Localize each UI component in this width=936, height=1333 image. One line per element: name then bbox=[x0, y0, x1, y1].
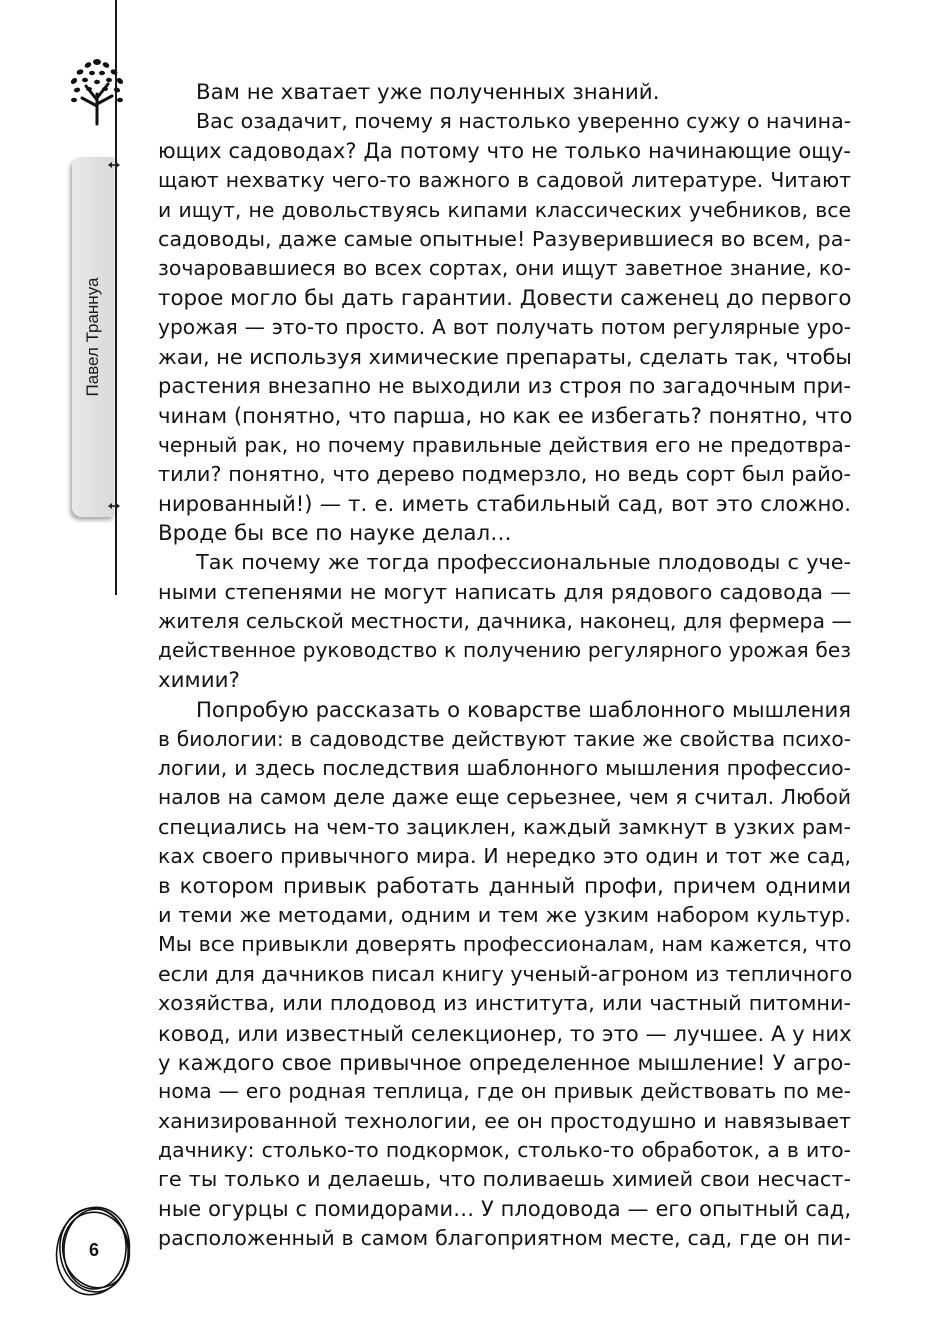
text-line: логии, и здесь последствия шаблонного мышления профессио- bbox=[158, 755, 851, 780]
page-number: 6 bbox=[88, 1239, 99, 1260]
text-line: ющих садоводах? Да потому что не только начинающие ощу- bbox=[158, 138, 851, 163]
text-line: в биологии: в садоводстве действуют такие же свойства психо- bbox=[158, 726, 851, 751]
tree-icon bbox=[68, 56, 126, 126]
text-line: Вас озадачит, почему я настолько уверенно сужу о начина- bbox=[196, 109, 852, 134]
text-line: щают нехватку чего-то важного в садовой литературе. Читают bbox=[158, 168, 851, 193]
text-line: Попробую рассказать о коварстве шаблонного мышления bbox=[196, 697, 851, 723]
text-line: ные огурцы с помидорами… У плодовода — его опытный сад, bbox=[158, 1196, 851, 1221]
text-line: хозяйства, или плодовод из института, или частный питомни- bbox=[158, 991, 851, 1016]
text-line: ге ты только и делаешь, что поливаешь химией свои несчаст- bbox=[158, 1167, 851, 1192]
text-line: нома — его родная теплица, где он привык действовать по ме- bbox=[158, 1079, 851, 1104]
text-line: действенное руководство к получению регулярного урожая без bbox=[158, 638, 851, 663]
text-line: если для дачников писал книгу ученый-агроном из тепличного bbox=[158, 961, 853, 986]
text-line: жаи, не используя химические препараты, сделать так, чтобы bbox=[158, 344, 852, 369]
text-line: специались на чем-то зациклен, каждый замкнут в узких рам- bbox=[158, 814, 851, 839]
text-line: и ищут, не довольствуясь кипами классических учебников, все bbox=[158, 197, 851, 222]
tab-marker-top-icon bbox=[107, 161, 121, 169]
text-line: растения внезапно не выходили из строя по загадочным при- bbox=[158, 373, 851, 398]
tab-marker-bottom-icon bbox=[107, 502, 121, 510]
text-line: налов на самом деле даже еще серьезнее, чем я считал. Любой bbox=[158, 785, 851, 810]
text-line: дачнику: столько-то подкормок, столько-то обработок, а в ито- bbox=[158, 1138, 851, 1163]
text-line: зочаровавшиеся во всех сортах, они ищут заветное знание, ко- bbox=[158, 256, 851, 281]
body-text bbox=[158, 78, 851, 1254]
text-line: ханизированной технологии, ее он простодушно и навязывает bbox=[158, 1108, 851, 1133]
text-line: садоводы, даже самые опытные! Разуверившиеся во всем, ра- bbox=[158, 226, 851, 251]
text-line: урожая — это-то просто. А вот получать потом регулярные уро- bbox=[158, 315, 851, 340]
text-line: и теми же методами, одним и тем же узким набором культур. bbox=[158, 902, 851, 927]
page-number-badge bbox=[52, 1198, 136, 1302]
text-line: химии? bbox=[158, 667, 240, 693]
text-line: Вам не хватает уже полученных знаний. bbox=[196, 80, 660, 105]
text-line: нированный!) — т. е. иметь стабильный сад, вот это сложно. bbox=[158, 491, 851, 517]
text-line: черный рак, но почему правильные действия его не предотвра- bbox=[158, 432, 851, 457]
text-line: чинам (понятно, что парша, но как ее избегать? понятно, что bbox=[158, 403, 853, 429]
text-line: ках своего привычного мира. И нередко это один и тот же сад, bbox=[158, 844, 851, 869]
text-line: Вроде бы все по науке делал… bbox=[158, 520, 512, 546]
text-line: у каждого свое привычное определенное мышление! У агро- bbox=[158, 1049, 851, 1075]
text-line: Так почему же тогда профессиональные плодоводы с уче- bbox=[196, 550, 851, 575]
text-line: ковод, или известный селекционер, то это — лучшее. А у них bbox=[158, 1020, 852, 1046]
text-line: торое могло бы дать гарантии. Довести саженец до первого bbox=[158, 285, 852, 311]
text-line: в котором привык работать данный профи, причем одними bbox=[158, 873, 851, 899]
text-line: Мы все привыкли доверять профессионалам, нам кажется, что bbox=[158, 932, 852, 957]
text-line: жителя сельской местности, дачника, наконец, для фермера — bbox=[158, 609, 852, 634]
text-line: расположенный в самом благоприятном месте, сад, где он пи- bbox=[158, 1226, 851, 1251]
text-line: ными степенями не могут написать для рядового садовода — bbox=[158, 579, 851, 604]
text-line: тили? понятно, что дерево подмерзло, но ведь сорт был райо- bbox=[158, 462, 851, 487]
author-name: Павел Траннуа bbox=[83, 277, 102, 397]
